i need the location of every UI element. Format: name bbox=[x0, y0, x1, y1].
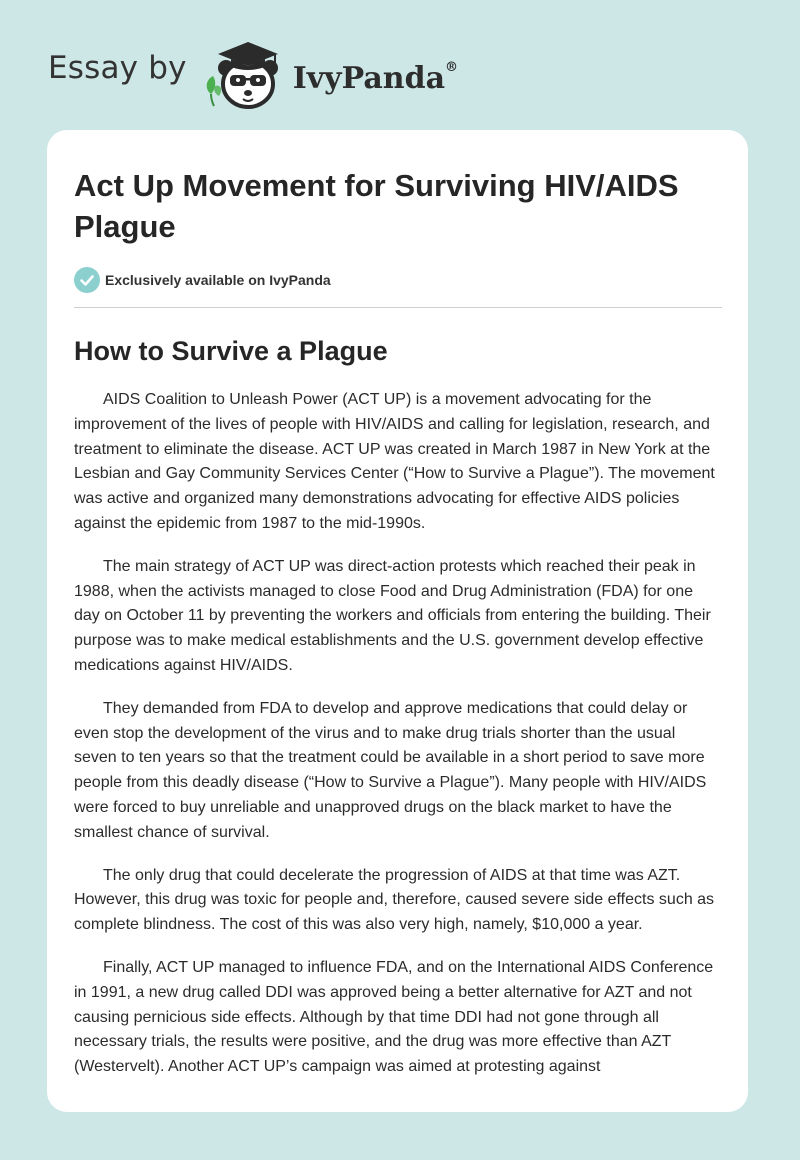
check-circle-icon bbox=[74, 267, 100, 293]
paragraph-1: AIDS Coalition to Unleash Power (ACT UP) is a movement advocating for the improvement of the lives of people with HIV/AIDS and calling for legislation, research, and treatment to eliminate the disease. ACT UP was created in March 1987 in New York at the Lesbian and Gay Community Services Center (“How to Survive a Plague”). The movement was active and organized many demonstrations advocating for effective AIDS policies against the epidemic from 1987 to the mid-1990s. bbox=[74, 391, 715, 532]
essay-by-label: Essay by bbox=[48, 50, 187, 86]
exclusive-badge-text: Exclusively available on IvyPanda bbox=[105, 272, 331, 288]
brand-name-text: IvyPanda bbox=[292, 60, 446, 96]
registered-mark: ® bbox=[445, 59, 459, 75]
panda-graduate-logo-icon[interactable] bbox=[203, 36, 291, 112]
paragraph-5: Finally, ACT UP managed to influence FDA, and on the International AIDS Conference in 1991, a new drug called DDI was approved being a better alternative for AZT and not causing pernicious side effects. Although by that time DDI had not gone through all necessary trials, the results were positive, and the drug was more effective than AZT (Westervelt). Another ACT UP’s campaign was aimed at protesting against bbox=[74, 958, 714, 1076]
essay-title: Act Up Movement for Surviving HIV/AIDS Plague bbox=[74, 168, 679, 244]
paragraph-2: The main strategy of ACT UP was direct-action protests which reached their peak in 1988, when the activists managed to close Food and Drug Administration (FDA) for one day on October 11 by preventing the workers and officials from entering the building. Their purpose was to make medical establishments and the U.S. government develop effective medications against HIV/AIDS. bbox=[74, 557, 711, 674]
paragraph-3: They demanded from FDA to develop and approve medications that could delay or even stop the development of the virus and to make drug trials shorter than the usual seven to ten years so that the treatment could be available in a short period to save more people from this deadly disease (“How to Survive a Plague”). Many people with HIV/AIDS were forced to buy unreliable and unapproved drugs on the black market to have the smallest chance of survival. bbox=[74, 699, 707, 841]
divider bbox=[74, 307, 722, 308]
paragraph-4: The only drug that could decelerate the progression of AIDS at that time was AZT. However, this drug was toxic for people and, therefore, caused severe side effects such as complete blindness. The cost of this was also very high, namely, $10,000 a year. bbox=[74, 866, 715, 934]
exclusive-badge bbox=[74, 267, 722, 293]
brand-name[interactable] bbox=[293, 61, 458, 96]
site-header bbox=[48, 34, 458, 114]
section-heading: How to Survive a Plague bbox=[74, 336, 388, 366]
essay-card bbox=[47, 130, 748, 1112]
